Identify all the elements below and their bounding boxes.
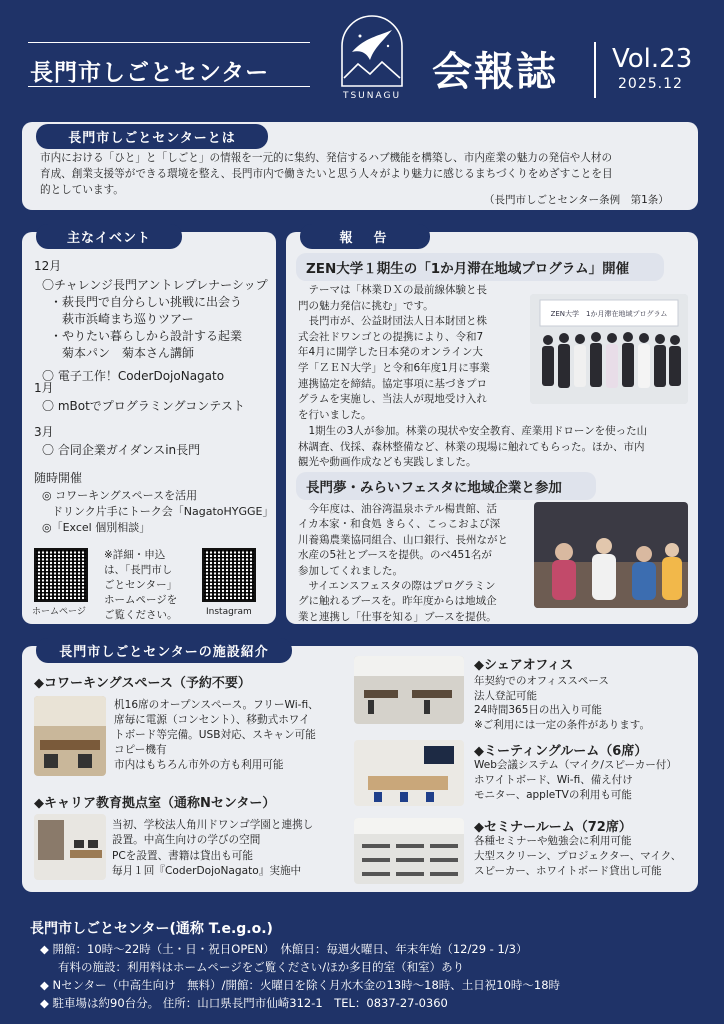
zen-group-photo <box>530 294 688 404</box>
events-dec-label: 12月 <box>34 259 62 273</box>
career-room-text: 当初、学校法人角川ドワンゴ学園と連携し 設置。中高生向けの学びの空間 PCを設置、書籍は貸出も可能 毎月１回『CoderDojoNagato』実施中 <box>112 819 314 878</box>
coworking-title: ◆コワーキングスペース（予約不要） <box>34 676 251 691</box>
report-zen-text-2: 1期生の3人が参加。林業の現状や安全教育、産業用ドローンを使った山 林調査、伐採、森林整備など、林業の現場に触れてもらった。ほか、市内 観光や動画作成なども実践しました。 <box>298 425 648 469</box>
share-office-title: ◆シェアオフィス <box>474 658 574 673</box>
report-zen-text: テーマは「林業ＤＸの最前線体験と長 門の魅力発信に挑む」です。 長門市が、公益財団法人日本財団と株 式会社ドワンゴとの提携により、令和7 年4月に開学した日本発のオンライン大 学「ＺＥＮ大学」と令和6年度1月に事業 連携協定を締結。協定事項に基づきプロ グラムを実施し、当法人が現地受け入れ を行いました。 <box>298 284 490 421</box>
share-office-photo <box>354 656 464 724</box>
list-item: 〇 mBotでプログラミングコンテスト <box>42 399 245 413</box>
tsunagu-logo <box>330 12 414 102</box>
header-rule-bottom <box>28 86 310 87</box>
about-tag: 長門市しごとセンターとは <box>36 124 268 149</box>
report-heading-zen: ZEN大学１期生の「1か月滞在地域プログラム」開催 <box>296 253 664 281</box>
header-divider <box>594 42 596 98</box>
coworking-text: 机16席のオープンスペース。フリーWi-fi、 席毎に電源（コンセント）、移動式ホワイ トボード等完備。USB対応、スキャン可能 コピー機有 市内はもちろん市外の方も利用可能 <box>114 699 319 771</box>
footer-ncenter: ◆ Nセンター（中高生向け 無料）/開館：火曜日を除く月水木金の13時〜18時、土日祝10時〜18時 <box>40 978 561 992</box>
coworking-photo <box>34 696 106 776</box>
header-rule-top <box>28 42 310 43</box>
events-mar-label: 3月 <box>34 425 54 439</box>
report-tag: 報 告 <box>300 224 430 249</box>
footer-hours: ◆ 開館：10時〜22時（土・日・祝日OPEN） 休館日：毎週火曜日、年末年始（12/29 - 1/3） <box>40 942 528 956</box>
meeting-room-text: Web会議システム（マイク/スピーカー付） ホワイトボード、Wi-fi、備え付け モニター、appleTVの利用も可能 <box>474 759 677 801</box>
list-item: 菊本パン 菊本さん講師 <box>62 346 195 360</box>
list-item: 〇 電子工作！CoderDojoNagato <box>42 369 225 383</box>
logo-text: TSUNAGU <box>342 91 402 101</box>
events-dec-list <box>42 277 272 385</box>
homepage-qr-code[interactable] <box>34 548 88 602</box>
festa-photo <box>534 502 688 608</box>
footer-fees: 有料の施設：利用料はホームページをご覧ください/ほか多目的室（和室）あり <box>58 960 465 974</box>
footer-address: ◆ 駐車場は約90台分。 住所：山口県長門市仙崎312-1 TEL：0837-27-0360 <box>40 996 448 1010</box>
list-item: ・やりたい暮らしから設計する起業 <box>50 329 243 343</box>
about-text: 市内における「ひと」と「しごと」の情報を一元的に集約、発信するハブ機能を構築し、市内産業の魅力の発信や人材の 育成、創業支援等ができる環境を整え、長門市内で働きたいと思う人々がより魅力に感じるまちづくりをめざすことを目 的としています。 <box>40 152 613 196</box>
career-room-title: ◆キャリア教育拠点室（通称Nセンター） <box>34 796 276 811</box>
org-name: 長門市しごとセンター <box>30 60 270 86</box>
meeting-room-photo <box>354 740 464 806</box>
events-note: ※詳細・申込 は、「長門市し ごとセンター」 ホームページを ご覧ください。 <box>104 549 178 621</box>
header <box>0 0 724 112</box>
events-any-label: 随時開催 <box>34 471 83 485</box>
volume: Vol.23 <box>612 44 693 74</box>
list-item: 萩市浜崎まち巡りツアー <box>62 312 194 326</box>
list-item: 〇チャレンジ長門アントレプレナーシップ <box>42 278 268 292</box>
events-tag: 主なイベント <box>36 224 182 249</box>
seminar-room-title: ◆セミナールーム（72席） <box>474 820 632 835</box>
footer-title: 長門市しごとセンター(通称 T.e.g.o.) <box>30 921 273 937</box>
qr-label-instagram: Instagram <box>206 607 252 617</box>
about-source: （長門市しごとセンター条例 第1条） <box>484 194 669 206</box>
career-room-photo <box>34 814 106 880</box>
list-item: 〇 合同企業ガイダンスin長門 <box>42 443 201 457</box>
seminar-room-photo <box>354 818 464 884</box>
svg-text:ZEN大学 1か月滞在地域プログラム: ZEN大学 1か月滞在地域プログラム <box>550 310 668 318</box>
report-festa-text: 今年度は、油谷湾温泉ホテル楊貴館、活 イカ本家・和食処 きらく、こっこおよび深 川養鶏農業協同組合、山口銀行、長州ながと 水産の5社とブースを提供。のべ451名が 参加してくれました。 サイエンスフェスタの際はプログラミン グに触れるブースを。昨年度からは地域企 業と連携し「仕事を知る」ブースを提供。 <box>298 503 508 623</box>
events-jan-label: 1月 <box>34 381 54 395</box>
instagram-qr-code[interactable] <box>202 548 256 602</box>
magazine-title: 会報誌 <box>432 49 558 95</box>
footer <box>0 908 724 1024</box>
report-heading-festa: 長門夢・みらいフェスタに地域企業と参加 <box>296 472 596 500</box>
qr-label-homepage: ホームページ <box>32 607 86 617</box>
share-office-text: 年契約でのオフィススペース 法人登記可能 24時間365日の出入り可能 ※ご利用には一定の条件があります。 <box>474 675 650 731</box>
list-item: ◎「Excel 個別相談」 <box>42 521 151 534</box>
list-item: ドリンク片手にトーク会「NagatoHYGGE」 <box>52 505 274 518</box>
facility-tag: 長門市しごとセンターの施設紹介 <box>36 638 292 663</box>
list-item: ・萩長門で自分らしい挑戦に出会う <box>50 295 243 309</box>
meeting-room-title: ◆ミーティングルーム（6席） <box>474 744 648 759</box>
list-item: ◎ コワーキングスペースを活用 <box>42 489 198 502</box>
seminar-room-text: 各種セミナーや勉強会に利用可能 大型スクリーン、プロジェクター、マイク、 スピーカー、ホワイトボード貸出し可能 <box>474 835 682 877</box>
events-any-list <box>42 488 274 536</box>
issue-date: 2025.12 <box>618 76 683 92</box>
